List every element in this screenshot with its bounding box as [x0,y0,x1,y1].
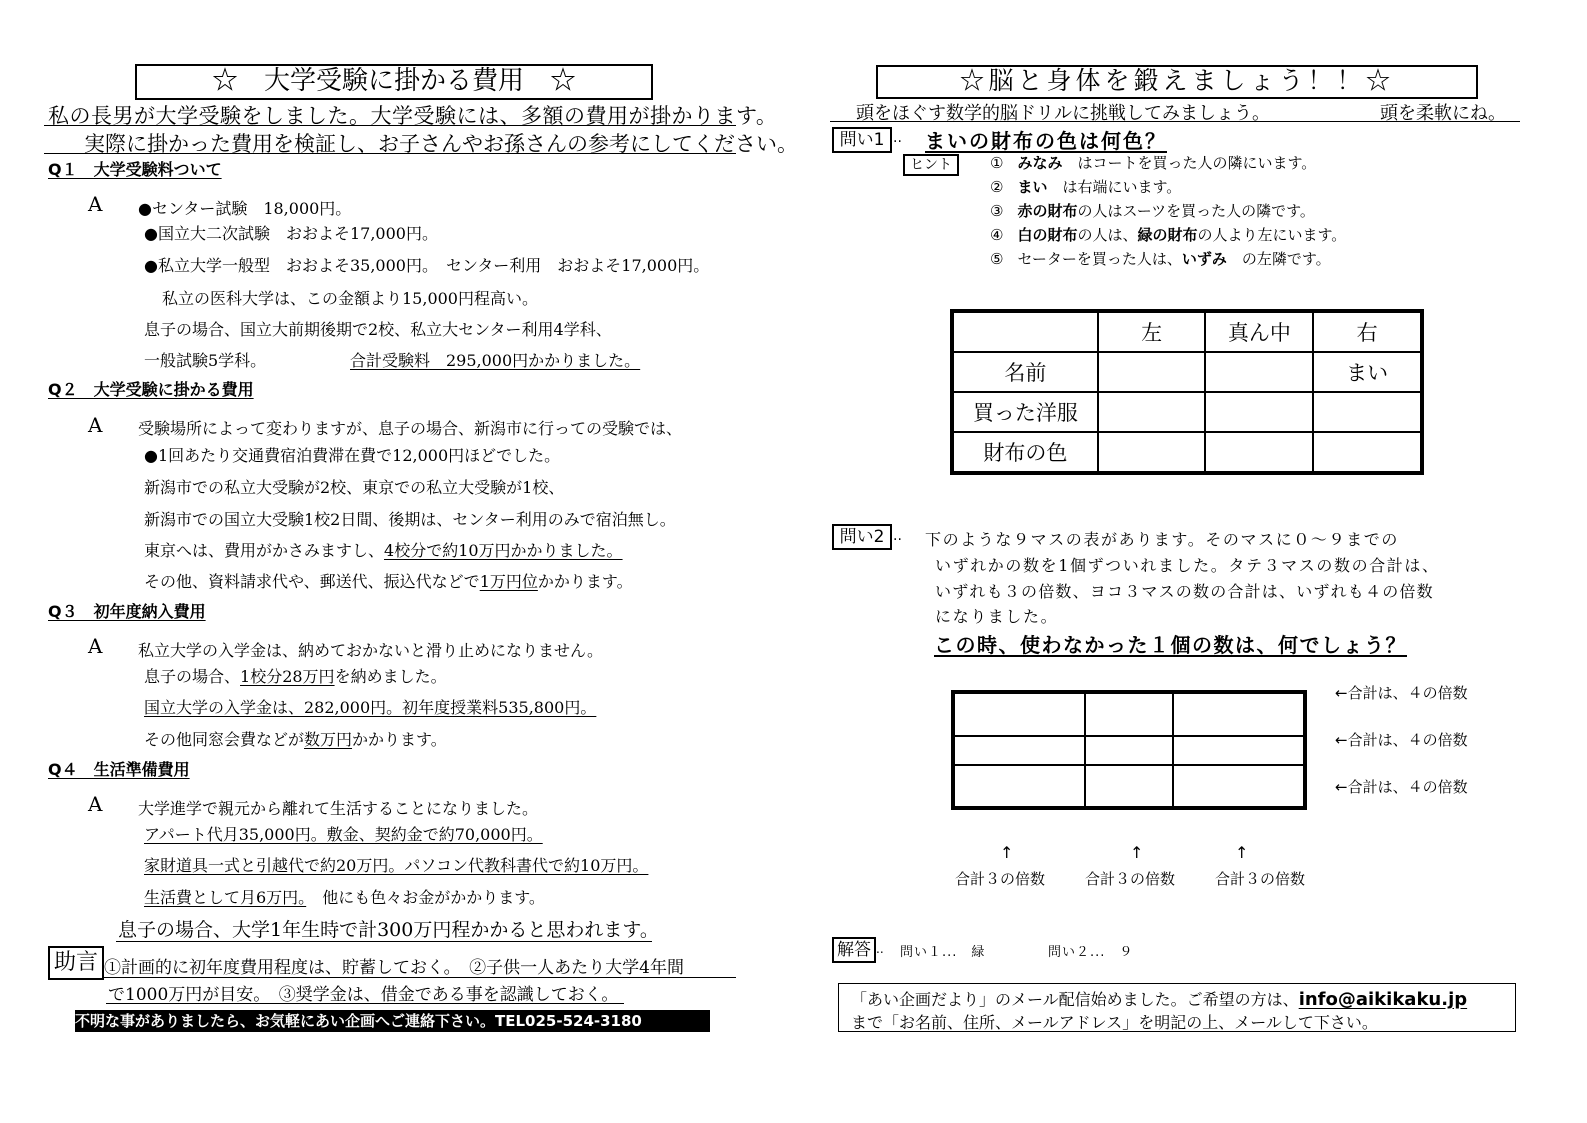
table-cell: 名前 [952,352,1098,392]
q3-line4-text: その他同窓会費などが [144,730,305,749]
right-title: ☆脳と身体を鍛えましょう！！☆ [959,66,1395,95]
answer-label: 解答 [832,937,876,963]
puzzle2-label: 問い2 [832,524,892,550]
q2-line4: 新潟市での国立大受験1校2日間、後期は、センター利用のみで宿泊無し。 [144,510,676,529]
q4-line4 [144,885,545,908]
q2-line2: ●1回あたり交通費宿泊費滞在費で12,000円ほどでした。 [144,446,561,465]
puzzle1-label: 問い1 [832,127,892,153]
hint-number: ② [990,178,1004,196]
q1-line2: ●国立大二次試験 おおよそ17,000円。 [144,224,438,243]
hint-item [990,248,1331,269]
right-subtitle: 頭をほぐす数学的脳ドリルに挑戦してみましょう。 [856,103,1270,124]
puzzle1-question: まいの財布の色は何色？ [925,129,1167,153]
q4-line3: 家財道具一式と引越代で約20万円。パソコン代教科書代で約10万円。 [144,856,649,875]
puzzle2-question: この時、使わなかった１個の数は、何でしょう？ [934,633,1407,657]
left-intro-rule2 [44,153,736,154]
hint-keyword: 白の財布 [1017,226,1078,244]
answer-1: 問い１... 緑 [900,945,986,960]
grid-cell [953,692,1085,736]
q3-line3: 国立大学の入学金は、282,000円。初年度授業料535,800円。 [144,698,597,717]
hint-number: ① [990,154,1004,172]
hint-keyword: 緑の財布 [1137,226,1198,244]
col-arrow-1: ↑ [1000,843,1014,862]
q1-a-label: A [88,192,103,216]
q3-line1: 私立大学の入学金は、納めておかないと滑り止めになりません。 [138,641,603,660]
hint-label: ヒント [903,154,959,176]
grid-cell [1085,765,1173,809]
q3-a-label: A [88,634,103,658]
q1-line6: 一般試験5学科。 [144,351,267,370]
hint-text: の人より左にいます。 [1197,226,1347,244]
q1-line5: 息子の場合、国立大前期後期で2校、私立大センター利用4学科、 [144,320,612,339]
q3-line2-amount: 1校分28万円 [240,667,335,686]
table-cell: 買った洋服 [952,392,1098,432]
left-intro-line1: 私の長男が大学受験をしました。大学受験には、多額の費用が掛かります。 [48,104,778,128]
q2-line5-amount: 4校分で約10万円かかりました。 [384,541,623,560]
table-cell [1205,352,1313,392]
grid-row [953,765,1305,809]
left-intro-rule1 [44,125,736,126]
q4-line4-amount: 生活費として月6万円。 [144,888,307,907]
table-cell [1313,392,1422,432]
mail-line2: まで「お名前、住所、メールアドレス」を明記の上、メールして下さい。 [851,1013,1378,1032]
q4-line4-end: 他にも色々お金がかかります。 [322,888,545,907]
hint-item [990,176,1181,197]
q2-line6 [144,569,633,592]
q4-summary: 息子の場合、大学1年生時で計300万円程かかると思われます。 [118,919,659,941]
advice-rule1 [102,977,736,978]
advice-label: 助言 [48,946,104,980]
q3-line2-end: を納めました。 [334,667,447,686]
grid-cell [1085,692,1173,736]
left-intro-line2: 実際に掛かった費用を検証し、お子さんやお孫さんの参考にしてください。 [84,132,798,156]
puzzle2-text3: いずれも３の倍数、ヨコ３マスの数の合計は、いずれも４の倍数 [935,582,1434,601]
hint-number: ③ [990,202,1004,220]
table-cell: まい [1313,352,1422,392]
grid-row [953,736,1305,765]
table-cell [1098,392,1206,432]
q2-line6-end: かかります。 [537,572,633,591]
table-cell: 財布の色 [952,432,1098,473]
table-cell [1205,432,1313,473]
q3-line4-amount: 数万円 [304,730,353,749]
table-cell: 右 [1313,311,1422,352]
table-row [952,352,1422,392]
q4-line1: 大学進学で親元から離れて生活することになりました。 [138,799,539,818]
grid-cell [1173,692,1305,736]
grid-cell [1173,765,1305,809]
row-note-1: ←合計は、４の倍数 [1335,684,1468,702]
q3-line4 [144,727,447,750]
hint-number: ④ [990,226,1004,244]
hint-keyword: みなみ [1017,154,1063,172]
answer-2: 問い２... ９ [1048,945,1134,960]
hint-item [990,200,1315,221]
q4-line2: アパート代月35,000円。敷金、契約金で約70,000円。 [144,825,543,844]
table-row [952,432,1422,473]
table-header-row [952,311,1422,352]
col-arrow-2: ↑ [1130,843,1144,862]
q3-line4-end: かかります。 [352,730,447,749]
q2-line5-text: 東京へは、費用がかさみますし、 [144,541,385,560]
table-cell [1205,392,1313,432]
col-note-2: 合計３の倍数 [1085,870,1176,888]
q1-line3: ●私立大学一般型 おおよそ35,000円。 センター利用 おおよそ17,000円。 [144,256,710,275]
q3-heading: Q３ 初年度納入費用 [48,602,206,621]
q2-line5 [144,538,623,561]
table-row [952,392,1422,432]
mail-line1 [851,987,1467,1010]
puzzle2-text4: になりました。 [935,607,1059,626]
advice-line2: で1000万円が目安。 ③奨学金は、借金である事を認識しておく。 [108,985,619,1005]
q3-line2 [144,664,447,687]
puzzle2-text1: 下のような９マスの表があります。そのマスに０～９までの [925,530,1399,549]
table-cell: 真ん中 [1205,311,1313,352]
q1-line4: 私立の医科大学は、この金額より15,000円程高い。 [162,289,538,308]
mail-email-link[interactable]: info@aikikaku.jp [1298,989,1468,1010]
grid-row [953,692,1305,736]
table-cell: 左 [1098,311,1206,352]
hint-text: の左隣です。 [1226,250,1331,268]
summary-rule [116,941,652,942]
puzzle1-table [950,309,1424,475]
q2-a-label: A [88,413,103,437]
puzzle2-text2: いずれかの数を1個ずついれました。タテ３マスの数の合計は、 [935,556,1440,575]
answer-dots: .. [876,942,884,956]
hint-keyword: 赤の財布 [1017,202,1078,220]
col-note-1: 合計３の倍数 [955,870,1046,888]
col-arrow-3: ↑ [1235,843,1249,862]
right-subtitle-end: 頭を柔軟にね。 [1380,103,1506,124]
puzzle2-grid [951,690,1307,810]
left-title: ☆ 大学受験に掛かる費用 ☆ [211,66,576,96]
hint-keyword: まい [1017,178,1048,196]
q1-heading: Q１ 大学受験料ついて [48,160,222,179]
mail-line1-text: 「あい企画だより」のメール配信始めました。ご希望の方は、 [851,990,1299,1009]
puzzle1-dots: .. [893,130,902,146]
q2-line6-amount: 1万円位 [479,572,538,591]
hint-item [990,152,1316,173]
advice-rule2 [106,1003,624,1004]
table-cell [1098,352,1206,392]
contact-banner: 不明な事がありましたら、お気軽にあい企画へご連絡下さい。TEL025-524-3180 [75,1010,710,1032]
hint-text: の人はスーツを買った人の隣です。 [1077,202,1315,220]
grid-cell [1085,736,1173,765]
q2-line6-text: その他、資料請求代や、郵送代、振込代などで [144,572,480,591]
hint-keyword: いずみ [1181,250,1227,268]
q1-total: 合計受験料 295,000円かかりました。 [350,351,641,370]
puzzle2-dots: .. [893,528,902,544]
col-note-3: 合計３の倍数 [1215,870,1306,888]
q2-line1: 受験場所によって変わりますが、息子の場合、新潟市に行っての受験では、 [138,419,683,438]
q2-heading: Q２ 大学受験に掛かる費用 [48,380,254,399]
hint-item [990,224,1346,245]
table-cell [1313,432,1422,473]
q4-heading: Q４ 生活準備費用 [48,760,190,779]
row-note-3: ←合計は、４の倍数 [1335,778,1468,796]
hint-number: ⑤ [990,250,1004,268]
grid-cell [953,765,1085,809]
right-subtitle-rule [830,121,1520,122]
q1-line1: ●センター試験 18,000円。 [138,199,352,218]
hint-text: はコートを買った人の隣にいます。 [1062,154,1317,172]
q3-line2-text: 息子の場合、 [144,667,241,686]
table-cell [1098,432,1206,473]
hint-text: の人は、 [1077,226,1138,244]
grid-cell [953,736,1085,765]
row-note-2: ←合計は、４の倍数 [1335,731,1468,749]
q4-a-label: A [88,792,103,816]
table-cell [952,311,1098,352]
grid-cell [1173,736,1305,765]
hint-text: は右端にいます。 [1047,178,1182,196]
q2-line3: 新潟市での私立大受験が2校、東京での私立大受験が1校、 [144,478,565,497]
advice-line1: ①計画的に初年度費用程度は、貯蓄しておく。 ②子供一人あたり大学4年間 [104,958,684,978]
hint-text: セーターを買った人は、 [1017,250,1182,268]
